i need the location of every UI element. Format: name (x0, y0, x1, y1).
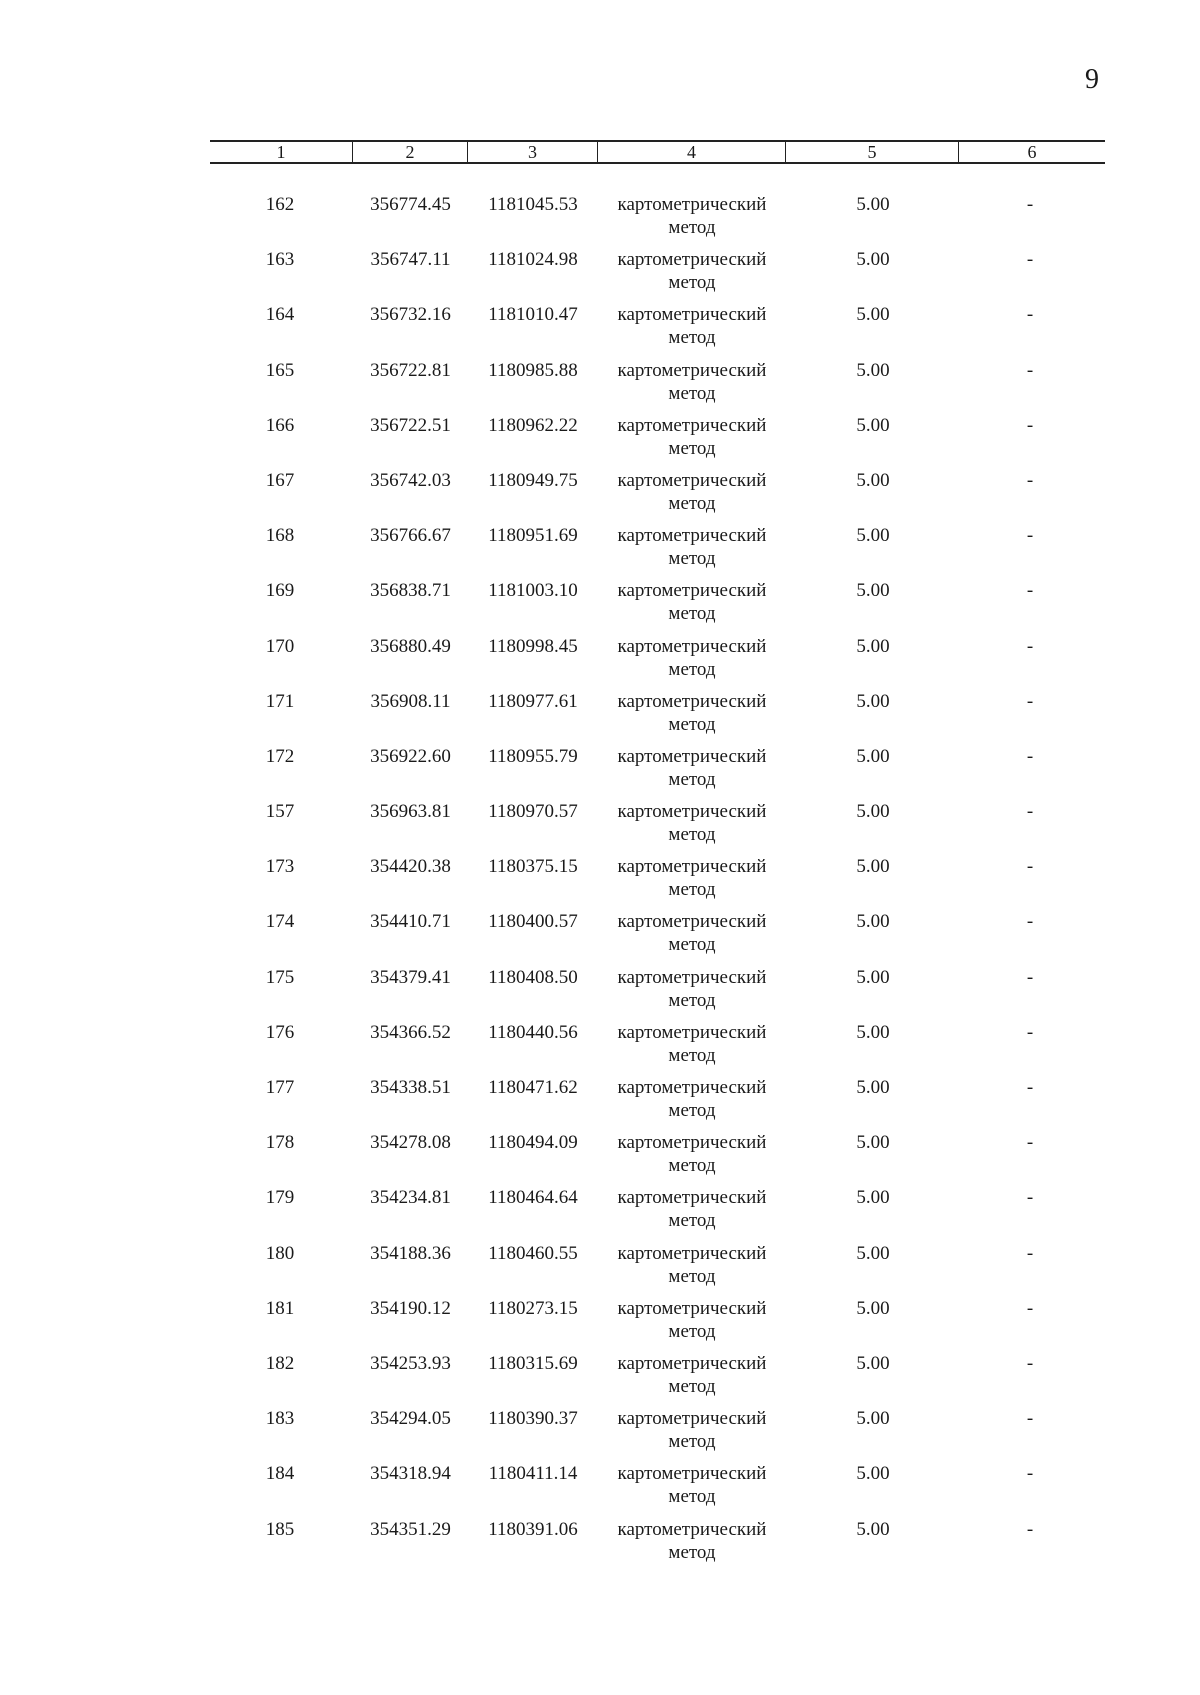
point-number: 184 (265, 1463, 295, 1485)
note-value: - (1026, 635, 1034, 657)
method-line-2: метод (668, 327, 716, 349)
table-row (210, 1518, 1105, 1573)
method-line-1: картометрический (617, 1187, 767, 1209)
note-value: - (1026, 1077, 1034, 1098)
table-row (210, 1462, 1105, 1517)
coordinate-x: 356766.67 (370, 525, 451, 547)
table-row (210, 1186, 1105, 1241)
note-value: - (1026, 525, 1034, 547)
point-number: 157 (265, 801, 295, 823)
coordinate-y: 1180390.37 (488, 1408, 578, 1430)
coordinate-x: 356922.60 (370, 745, 451, 767)
coordinate-x: 354366.52 (370, 1021, 451, 1043)
note-value: - (1026, 580, 1034, 602)
point-number: 178 (265, 1132, 295, 1154)
method-cell (598, 1462, 786, 1508)
method-cell (598, 855, 786, 901)
method-cell (598, 966, 786, 1012)
table-row (210, 966, 1105, 1021)
method-cell (598, 1186, 786, 1232)
note-value: - (1026, 194, 1034, 215)
method-line-1: картометрический (617, 856, 767, 878)
point-number: 166 (265, 414, 295, 436)
note-value: - (1026, 1021, 1034, 1043)
coordinate-x: 354410.71 (370, 911, 451, 933)
method-cell (598, 635, 786, 681)
note-value: - (1026, 1518, 1034, 1540)
note-value: - (1026, 359, 1034, 381)
coordinate-x: 356838.71 (370, 580, 451, 602)
accuracy-value: 5.00 (856, 690, 890, 712)
method-line-2: метод (668, 768, 716, 790)
coordinate-x: 354420.38 (370, 856, 451, 878)
table-row (210, 1021, 1105, 1076)
coordinate-y: 1180408.50 (488, 966, 578, 988)
coordinate-y: 1180977.61 (488, 690, 578, 712)
method-line-1: картометрический (617, 1518, 767, 1540)
table-row (210, 303, 1105, 358)
accuracy-value: 5.00 (856, 911, 890, 933)
method-line-1: картометрический (617, 690, 767, 712)
coordinate-x: 356774.45 (370, 194, 451, 215)
point-number: 167 (265, 469, 295, 491)
coordinate-x: 354278.08 (370, 1132, 451, 1154)
accuracy-value: 5.00 (856, 1187, 890, 1209)
note-value: - (1026, 690, 1034, 712)
method-line-2: метод (668, 824, 716, 846)
coordinate-y: 1181003.10 (488, 580, 578, 602)
accuracy-value: 5.00 (856, 1132, 890, 1154)
method-line-1: картометрический (617, 194, 767, 215)
accuracy-value: 5.00 (856, 469, 890, 491)
coordinate-x: 354190.12 (370, 1297, 451, 1319)
method-line-1: картометрический (617, 249, 767, 271)
method-line-1: картометрический (617, 1242, 767, 1264)
method-cell (598, 414, 786, 460)
method-line-2: метод (668, 1431, 716, 1453)
table-header (210, 140, 1105, 164)
method-line-1: картометрический (617, 1077, 767, 1098)
method-line-2: метод (668, 1541, 716, 1563)
method-cell (598, 1518, 786, 1564)
note-value: - (1026, 304, 1034, 326)
method-cell (598, 1407, 786, 1453)
coordinate-x: 354351.29 (370, 1518, 451, 1540)
method-line-2: метод (668, 603, 716, 625)
accuracy-value: 5.00 (856, 525, 890, 547)
method-line-2: метод (668, 879, 716, 901)
method-line-2: метод (668, 934, 716, 956)
method-cell (598, 193, 786, 239)
method-cell (598, 1352, 786, 1398)
coordinate-y: 1180494.09 (488, 1132, 578, 1154)
table-row (210, 1407, 1105, 1462)
point-number: 168 (265, 525, 295, 547)
method-cell (598, 1131, 786, 1177)
coordinate-y: 1180998.45 (488, 635, 578, 657)
table-row (210, 1352, 1105, 1407)
method-line-2: метод (668, 1100, 716, 1121)
method-line-1: картометрический (617, 1463, 767, 1485)
coordinate-y: 1180464.64 (488, 1187, 578, 1209)
coordinate-y: 1180375.15 (488, 856, 578, 878)
coordinate-x: 356732.16 (370, 304, 451, 326)
method-line-1: картометрический (617, 1408, 767, 1430)
method-cell (598, 1021, 786, 1067)
table-row (210, 469, 1105, 524)
point-number: 172 (265, 745, 295, 767)
accuracy-value: 5.00 (856, 745, 890, 767)
method-cell (598, 1242, 786, 1288)
method-line-2: метод (668, 217, 716, 238)
method-cell (598, 800, 786, 846)
accuracy-value: 5.00 (856, 249, 890, 271)
method-line-1: картометрический (617, 966, 767, 988)
coordinate-x: 356880.49 (370, 635, 451, 657)
method-cell (598, 579, 786, 625)
coordinate-y: 1180460.55 (488, 1242, 578, 1264)
method-line-1: картометрический (617, 1021, 767, 1043)
method-line-2: метод (668, 713, 716, 735)
coordinate-x: 354379.41 (370, 966, 451, 988)
method-line-2: метод (668, 658, 716, 680)
method-line-2: метод (668, 382, 716, 404)
point-number: 170 (265, 635, 295, 657)
coordinate-y: 1180411.14 (488, 1463, 578, 1485)
method-cell (598, 1297, 786, 1343)
method-line-2: метод (668, 437, 716, 459)
note-value: - (1026, 414, 1034, 436)
note-value: - (1026, 1187, 1034, 1209)
coordinate-y: 1180955.79 (488, 745, 578, 767)
accuracy-value: 5.00 (856, 304, 890, 326)
point-number: 165 (265, 359, 295, 381)
table-row (210, 248, 1105, 303)
method-line-1: картометрический (617, 359, 767, 381)
accuracy-value: 5.00 (856, 359, 890, 381)
coordinate-x: 354338.51 (370, 1077, 451, 1098)
coordinate-x: 356963.81 (370, 801, 451, 823)
accuracy-value: 5.00 (856, 635, 890, 657)
column-header-2: 2 (353, 142, 468, 162)
coordinate-y: 1180951.69 (488, 525, 578, 547)
method-line-1: картометрический (617, 414, 767, 436)
coordinate-y: 1180315.69 (488, 1352, 578, 1374)
method-cell (598, 248, 786, 294)
note-value: - (1026, 1408, 1034, 1430)
coordinate-y: 1180440.56 (488, 1021, 578, 1043)
note-value: - (1026, 1132, 1034, 1154)
coordinate-y: 1180400.57 (488, 911, 578, 933)
coordinate-y: 1180471.62 (488, 1077, 578, 1098)
column-header-3: 3 (468, 142, 598, 162)
note-value: - (1026, 1242, 1034, 1264)
point-number: 183 (265, 1408, 295, 1430)
accuracy-value: 5.00 (856, 1408, 890, 1430)
method-line-2: метод (668, 1375, 716, 1397)
table-row (210, 359, 1105, 414)
column-header-6: 6 (1027, 142, 1037, 162)
method-cell (598, 690, 786, 736)
table-row (210, 579, 1105, 634)
accuracy-value: 5.00 (856, 856, 890, 878)
table-row (210, 1076, 1105, 1131)
table-row (210, 1297, 1105, 1352)
point-number: 185 (265, 1518, 295, 1540)
method-line-2: метод (668, 1320, 716, 1342)
coordinate-x: 356908.11 (370, 690, 451, 712)
accuracy-value: 5.00 (856, 194, 890, 215)
coordinate-y: 1181010.47 (488, 304, 578, 326)
method-line-1: картометрический (617, 801, 767, 823)
method-cell (598, 524, 786, 570)
coordinate-y: 1180962.22 (488, 414, 578, 436)
accuracy-value: 5.00 (856, 1077, 890, 1098)
coordinate-x: 356722.51 (370, 414, 451, 436)
method-line-1: картометрический (617, 580, 767, 602)
accuracy-value: 5.00 (856, 1352, 890, 1374)
accuracy-value: 5.00 (856, 1021, 890, 1043)
table-row (210, 745, 1105, 800)
accuracy-value: 5.00 (856, 1463, 890, 1485)
method-line-2: метод (668, 492, 716, 514)
method-line-2: метод (668, 272, 716, 294)
point-number: 175 (265, 966, 295, 988)
coordinate-y: 1181045.53 (488, 194, 578, 215)
coordinate-x: 354234.81 (370, 1187, 451, 1209)
table-row (210, 635, 1105, 690)
accuracy-value: 5.00 (856, 414, 890, 436)
method-line-2: метод (668, 1155, 716, 1177)
accuracy-value: 5.00 (856, 966, 890, 988)
coordinate-y: 1180949.75 (488, 469, 578, 491)
method-line-2: метод (668, 989, 716, 1011)
coordinate-y: 1180970.57 (488, 801, 578, 823)
note-value: - (1026, 249, 1034, 271)
coordinate-x: 354253.93 (370, 1352, 451, 1374)
column-header-5: 5 (786, 142, 959, 162)
point-number: 169 (265, 580, 295, 602)
point-number: 180 (265, 1242, 295, 1264)
coordinate-x: 356747.11 (370, 249, 451, 271)
coordinate-x: 356722.81 (370, 359, 451, 381)
method-line-1: картометрический (617, 469, 767, 491)
table-body (210, 193, 1105, 1573)
accuracy-value: 5.00 (856, 801, 890, 823)
table-row (210, 1242, 1105, 1297)
coordinate-y: 1181024.98 (488, 249, 578, 271)
point-number: 177 (265, 1077, 295, 1098)
point-number: 182 (265, 1352, 295, 1374)
note-value: - (1026, 966, 1034, 988)
method-cell (598, 910, 786, 956)
page-number: 9 (1085, 64, 1099, 95)
table-row (210, 193, 1105, 248)
method-cell (598, 303, 786, 349)
point-number: 174 (265, 911, 295, 933)
point-number: 163 (265, 249, 295, 271)
point-number: 162 (265, 194, 295, 215)
coordinate-y: 1180985.88 (488, 359, 578, 381)
method-line-1: картометрический (617, 304, 767, 326)
point-number: 181 (265, 1297, 295, 1319)
table-row (210, 910, 1105, 965)
method-cell (598, 745, 786, 791)
note-value: - (1026, 801, 1034, 823)
point-number: 173 (265, 856, 295, 878)
method-line-2: метод (668, 1486, 716, 1508)
note-value: - (1026, 1352, 1034, 1374)
table-row (210, 524, 1105, 579)
note-value: - (1026, 856, 1034, 878)
method-line-2: метод (668, 1210, 716, 1232)
table-row (210, 1131, 1105, 1186)
table-row (210, 800, 1105, 855)
coordinate-x: 354188.36 (370, 1242, 451, 1264)
coordinate-x: 354294.05 (370, 1408, 451, 1430)
note-value: - (1026, 1297, 1034, 1319)
method-cell (598, 359, 786, 405)
note-value: - (1026, 745, 1034, 767)
table-row (210, 414, 1105, 469)
note-value: - (1026, 469, 1034, 491)
method-cell (598, 469, 786, 515)
method-cell (598, 1076, 786, 1122)
coordinate-y: 1180391.06 (488, 1518, 578, 1540)
method-line-2: метод (668, 548, 716, 570)
point-number: 179 (265, 1187, 295, 1209)
coordinate-x: 354318.94 (370, 1463, 451, 1485)
method-line-1: картометрический (617, 635, 767, 657)
accuracy-value: 5.00 (856, 1297, 890, 1319)
method-line-1: картометрический (617, 911, 767, 933)
note-value: - (1026, 1463, 1034, 1485)
method-line-1: картометрический (617, 525, 767, 547)
column-header-4: 4 (598, 142, 786, 162)
accuracy-value: 5.00 (856, 1242, 890, 1264)
method-line-1: картометрический (617, 745, 767, 767)
coordinate-x: 356742.03 (370, 469, 451, 491)
method-line-1: картометрический (617, 1352, 767, 1374)
point-number: 171 (265, 690, 295, 712)
point-number: 176 (265, 1021, 295, 1043)
method-line-2: метод (668, 1265, 716, 1287)
method-line-1: картометрический (617, 1132, 767, 1154)
method-line-1: картометрический (617, 1297, 767, 1319)
accuracy-value: 5.00 (856, 1518, 890, 1540)
note-value: - (1026, 911, 1034, 933)
accuracy-value: 5.00 (856, 580, 890, 602)
column-header-1: 1 (210, 142, 353, 162)
point-number: 164 (265, 304, 295, 326)
table-row (210, 855, 1105, 910)
method-line-2: метод (668, 1044, 716, 1066)
coordinate-y: 1180273.15 (488, 1297, 578, 1319)
table-row (210, 690, 1105, 745)
